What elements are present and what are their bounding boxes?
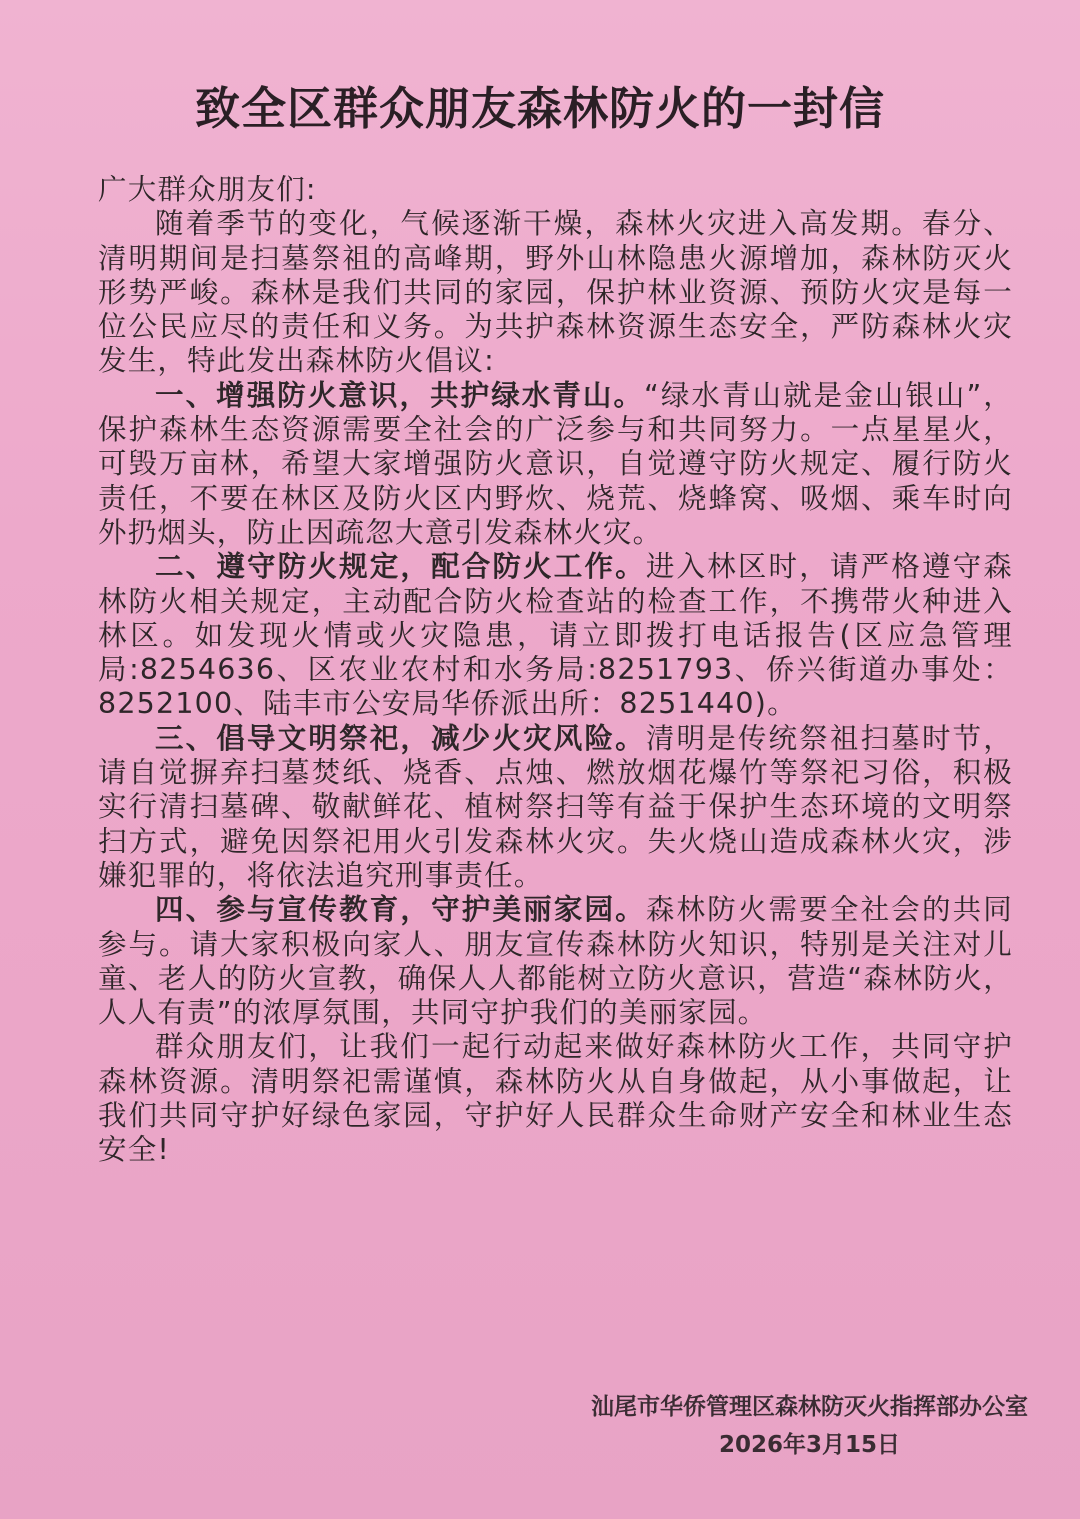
section-heading: 三、倡导文明祭祀，减少火灾风险。 (155, 721, 646, 755)
intro-paragraph: 随着季节的变化，气候逐渐干燥，森林火灾进入高发期。春分、清明期间是扫墓祭祖的高峰期，野外山林隐患火源增加，森林防灭火形势严峻。森林是我们共同的家园，保护林业资源、预防火灾是每一位公民应尽的责任和义务。为共护森林资源生态安全，严防森林火灾发生，特此发出森林防火倡议: (98, 207, 1013, 378)
section-text: 清明是传统祭祖扫墓时节，请自觉摒弃扫墓焚纸、烧香、点烛、燃放烟花爆竹等祭祀习俗，积极实行清扫墓碑、敬献鲜花、植树祭扫等有益于保护生态环境的文明祭扫方式，避免因祭祀用火引发森林火灾。失火烧山造成森林火灾，涉嫌犯罪的，将依法追究刑事责任。 (98, 721, 1013, 892)
letter-title: 致全区群众朋友森林防火的一封信 (194, 82, 885, 135)
section-text: 森林防火需要全社会的共同参与。请大家积极向家人、朋友宣传森林防火知识，特别是关注对儿童、老人的防火宣教，确保人人都能树立防火意识，营造“森林防火，人人有责”的浓厚氛围，共同守护我们的美丽家园。 (98, 893, 1013, 1030)
letter-body (98, 173, 1013, 1168)
closing-paragraph: 群众朋友们，让我们一起行动起来做好森林防火工作，共同守护森林资源。清明祭祀需谨慎，森林防火从自身做起，从小事做起，让我们共同守护好绿色家园，守护好人民群众生命财产安全和林业生态安全! (98, 1030, 1013, 1167)
signature-block (591, 1388, 1028, 1464)
section-heading: 二、遵守防火规定，配合防火工作。 (155, 550, 646, 584)
section-paragraph-4 (98, 893, 1013, 1030)
section-heading: 一、增强防火意识，共护绿水青山。 (155, 378, 645, 412)
section-text: “绿水青山就是金山银山”，保护森林生态资源需要全社会的广泛参与和共同努力。一点星星火，可毁万亩林，希望大家增强防火意识，自觉遵守防火规定、履行防火责任，不要在林区及防火区内野炊、烧荒、烧蜂窝、吸烟、乘车时向外扔烟头，防止因疏忽大意引发森林火灾。 (98, 378, 1013, 549)
section-paragraph-3 (98, 722, 1013, 893)
section-text: 进入林区时，请严格遵守森林防火相关规定，主动配合防火检查站的检查工作，不携带火种进入林区。如发现火情或火灾隐患，请立即拨打电话报告(区应急管理局:8254636、区农业农村和水务局:8251793、侨兴街道办事处：8252100、陆丰市公安局华侨派出所：8251440)。 (98, 550, 1013, 721)
signature-organization: 汕尾市华侨管理区森林防灭火指挥部办公室 (591, 1394, 1028, 1420)
greeting: 广大群众朋友们: (98, 173, 317, 206)
section-paragraph-1 (98, 379, 1013, 550)
section-paragraph-2 (98, 550, 1013, 721)
signature-date: 2026年3月15日 (718, 1432, 901, 1458)
section-heading: 四、参与宣传教育，守护美丽家园。 (155, 893, 646, 927)
